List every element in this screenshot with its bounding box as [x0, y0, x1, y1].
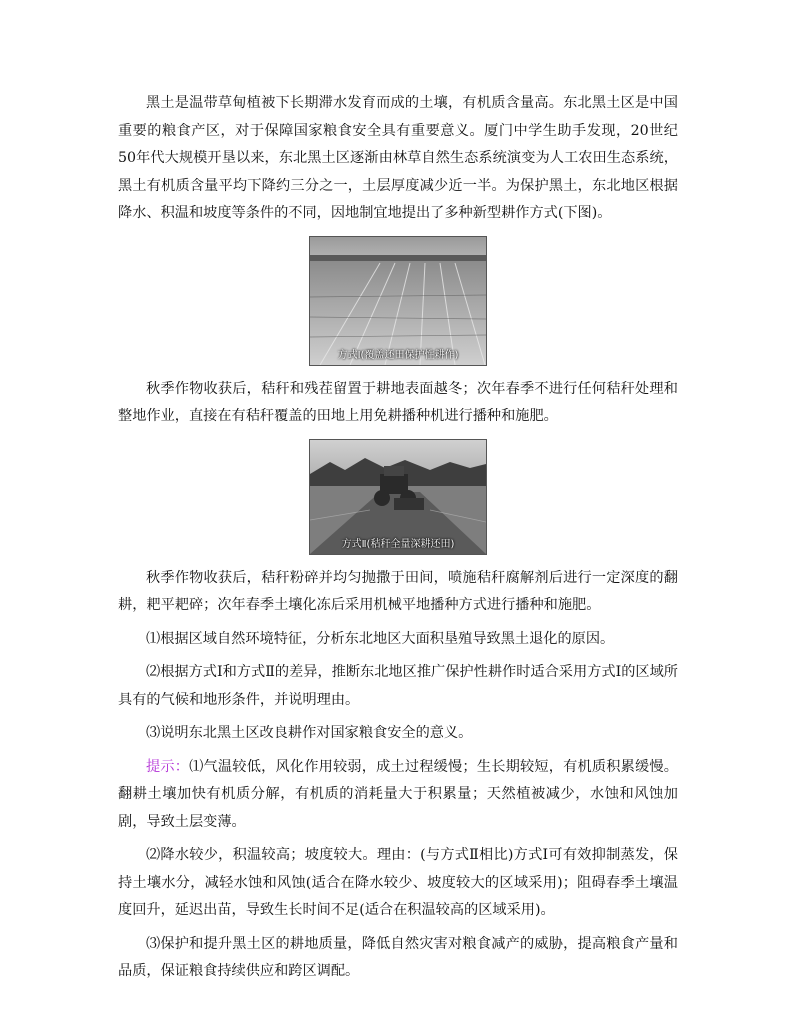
hint-label: 提示：	[146, 758, 190, 775]
question-3: ⑶说明东北黑土区改良耕作对国家粮食安全的意义。	[146, 725, 473, 741]
figure-method-2-photo	[309, 439, 487, 555]
figure-method-1-photo	[309, 236, 487, 366]
question-2: ⑵根据方式Ⅰ和方式Ⅱ的差异，推断东北地区推广保护性耕作时适合采用方式Ⅰ的区域所具有的气候和地形条件，并说明理由。	[118, 664, 678, 708]
figure-method-2-caption: 方式Ⅱ(秸秆全量深耕还田)	[341, 538, 455, 550]
answer-2: ⑵降水较少，积温较高；坡度较大。理由：(与方式Ⅱ相比)方式Ⅰ可有效抑制蒸发，保持土壤水分，减轻水蚀和风蚀(适合在降水较少、坡度较大的区域采用)；阻碍春季土壤温度回升，延迟出苗，导致生长时间不足(适合在积温较高的区域采用)。	[118, 847, 678, 918]
method-1-description: 秋季作物收获后，秸秆和残茬留置于耕地表面越冬；次年春季不进行任何秸秆处理和整地作业，直接在有秸秆覆盖的田地上用免耕播种机进行播种和施肥。	[118, 380, 678, 424]
answer-1	[118, 754, 678, 837]
method-2-description: 秋季作物收获后，秸秆粉碎并均匀抛撒于田间，喷施秸秆腐解剂后进行一定深度的翻耕，耙平耙碎；次年春季土壤化冻后采用机械平地播种方式进行播种和施肥。	[118, 569, 678, 613]
document-content	[118, 90, 678, 986]
field-stubble-image	[310, 237, 486, 365]
answer-1-text: ⑴气温较低，风化作用较弱，成土过程缓慢；生长期较短，有机质积累缓慢。翻耕土壤加快有机质分解，有机质的消耗量大于积累量；天然植被减少，水蚀和风蚀加剧，导致土层变薄。	[118, 758, 678, 830]
answer-3: ⑶保护和提升黑土区的耕地质量，降低自然灾害对粮食减产的威胁，提高粮食产量和品质，保证粮食持续供应和跨区调配。	[118, 935, 678, 979]
intro-paragraph: 黑土是温带草甸植被下长期滞水发育而成的土壤，有机质含量高。东北黑土区是中国重要的粮食产区，对于保障国家粮食安全具有重要意义。厦门中学生助手发现，20世纪50年代大规模开垦以来，东北黑土区逐渐由林草自然生态系统演变为人工农田生态系统，黑土有机质含量平均下降约三分之一，土层厚度减少近一半。为保护黑土，东北地区根据降水、积温和坡度等条件的不同，因地制宜地提出了多种新型耕作方式(下图)。	[118, 95, 678, 221]
question-1: ⑴根据区域自然环境特征，分析东北地区大面积垦殖导致黑土退化的原因。	[146, 630, 615, 647]
tractor-plowing-image	[310, 440, 486, 554]
figure-method-1-caption: 方式Ⅰ(覆盖还田保护性耕作)	[337, 349, 459, 361]
